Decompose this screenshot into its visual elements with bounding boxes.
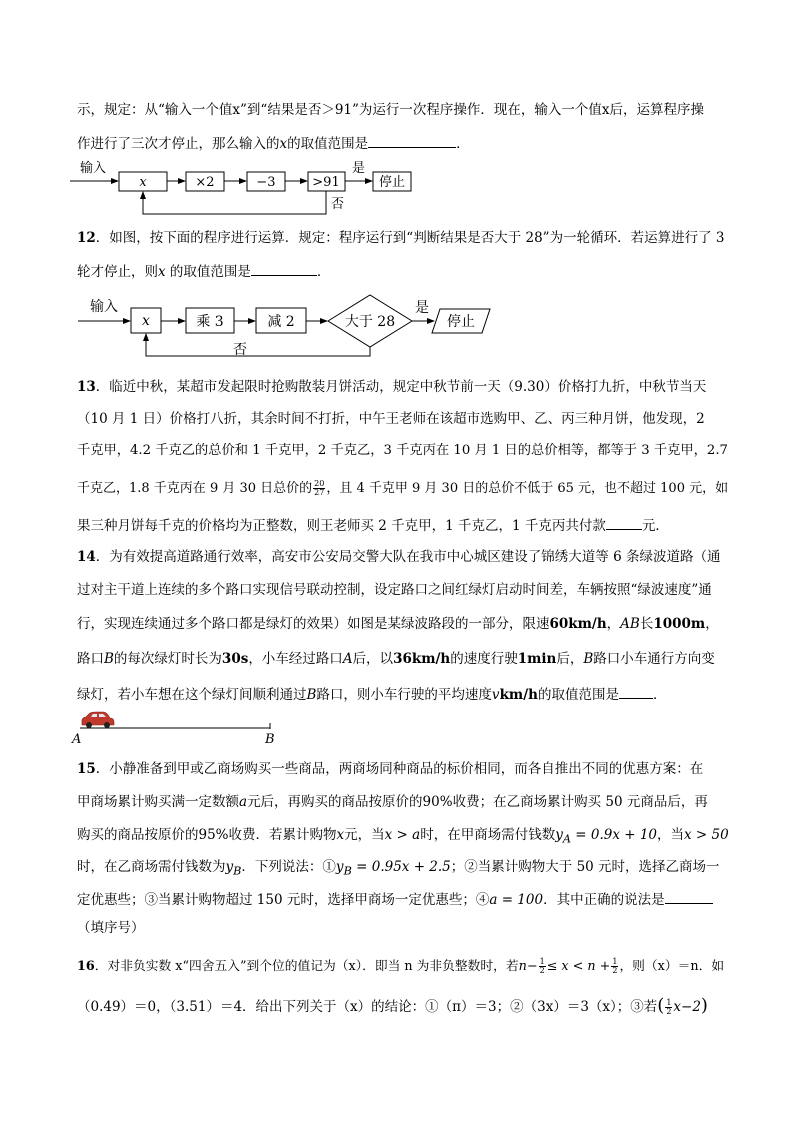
q11-var-x: x — [279, 136, 288, 152]
q15-line-6 — [77, 918, 724, 938]
q13-line-2 — [77, 409, 724, 429]
q14-text-3a: 行，实现连续通过多个路口都是绿灯的效果）如图是某绿波路段的一部分，限速 — [77, 616, 550, 632]
q14-text-4e: ，小车经过路口 — [248, 651, 343, 667]
q15-ya-formula: = 0.9x + 10 — [570, 827, 658, 843]
q14-unit: km/h — [499, 687, 538, 703]
q16-text-1a: ．对非负实数 x“四舍五入”到个位的值记为（x）．即当 n 为非负整数时，若 — [94, 959, 519, 974]
q14-speed: 36km/h — [393, 651, 451, 667]
q15-text-4h: ；②当累计购物大于 50 元时，选择乙商场一 — [450, 859, 720, 875]
car-icon — [82, 712, 114, 728]
q14-point-b-1: B — [104, 651, 114, 667]
q11-text-2a: 作进行了三次才停止，那么输入的 — [77, 136, 280, 152]
q14-text-1: ．为有效提高道路通行效率，高安市公安局交警大队在我市中心城区建设了锦绣大道等 6 条绿波道路（通 — [95, 549, 721, 565]
q14-time: 1min — [517, 651, 557, 667]
q13-line-5 — [77, 515, 724, 536]
q11-flow-no-label: 否 — [331, 197, 345, 212]
q16-expr: x−2 — [673, 999, 701, 1015]
q12-number: 12 — [77, 230, 96, 246]
q12-flow-no-label: 否 — [233, 342, 247, 358]
q16-n-minus: n− — [518, 959, 538, 974]
q11-answer-blank[interactable] — [368, 133, 456, 148]
q14-segment-ab: AB — [620, 616, 640, 632]
q14-text-2: 过对主干道上连续的多个路口实现信号联动控制，设定路口之间红绿灯启动时间差，车辆按照“绿波速度”通 — [77, 582, 712, 598]
q16-number: 16 — [77, 959, 95, 974]
q12-flow-input-label: 输入 — [90, 299, 118, 315]
q15-ya: y — [555, 827, 563, 843]
q13-line-3 — [77, 441, 728, 461]
q13-text-5a: 果三种月饼每千克的价格均为正整数，则王老师买 2 千克甲，1 千克乙，1 千克丙共付款 — [77, 518, 606, 534]
q16-half-2 — [611, 958, 618, 975]
q15-text-3i: ，当 — [657, 827, 685, 843]
q14-text-4m: 路口小车通行方向变 — [593, 651, 715, 667]
q12-line-2 — [77, 261, 724, 282]
q11-text-2c: 的取值范围是 — [287, 136, 369, 152]
q13-fraction — [313, 480, 325, 497]
q15-line-1 — [77, 759, 724, 779]
q16-text-2a: （0.49）＝0，（3.51）＝4．给出下列关于（x）的结论：①（π）＝3；②（3x）＝3（x）；③若 — [77, 999, 658, 1015]
q15-text-4a: 时，在乙商场需付钱数为 — [77, 859, 226, 875]
q16-ineq: ≤ x < n + — [546, 959, 611, 974]
q13-number: 13 — [77, 379, 96, 395]
q15-text-3e: 时，在甲商场需付钱数 — [420, 827, 556, 843]
q14-text-5g: ． — [652, 687, 667, 703]
q11-flow-yes-label: 是 — [352, 161, 366, 176]
q14-text-5f: 的取值范围是 — [537, 687, 619, 703]
q11-flow-box-x-label: x — [139, 175, 147, 190]
q15-text-2c: 元后，再购买的商品按原价的90%收费；在乙商场累计购买 50 元商品后，再 — [247, 794, 708, 810]
q13-text-3: 千克甲，4.2 千克乙的总价和 1 千克甲，2 千克乙，3 千克丙在 10 月 1 日的总价相等，都等于 3 千克甲，2.7 — [77, 443, 728, 458]
q13-text-1: ．临近中秋，某超市发起限时抢购散装月饼活动，规定中秋节前一天（9.30）价格打九折，中秋节当天 — [95, 379, 707, 395]
q13-text-4a: 千克乙，1.8 千克丙在 9 月 30 日总价的 — [77, 481, 313, 496]
q15-yb-sub: B — [233, 864, 242, 878]
q13-text-2: （10 月 1 日）价格打八折，其余时间不打折，中午王老师在该超市选购甲、乙、丙三种月饼，他发现，2 — [77, 411, 705, 427]
q11-line-2 — [77, 133, 724, 154]
q14-text-5a: 绿灯，若小车想在这个绿灯间顺利通过 — [77, 687, 307, 703]
q12-flow-box-times3-label: 乘 3 — [196, 314, 224, 330]
q12-text-1: ．如图，按下面的程序进行运算．规定：程序运行到“判断结果是否大于 28”为一轮循环．若运算进行了 3 — [95, 230, 725, 246]
q15-yb-formula: = 0.95x + 2.5 — [351, 859, 451, 875]
q12-text-2d: ． — [316, 264, 331, 280]
q12-flow-diamond-label: 大于 28 — [344, 314, 396, 330]
q16-text-1d: ，则（x）＝n．如 — [619, 959, 725, 974]
q14-var-v: v — [491, 687, 500, 703]
q14-text-4c: 的每次绿灯时长为 — [113, 651, 222, 667]
q16-paren-open: ( — [657, 995, 665, 1016]
q16-half-1 — [539, 958, 546, 975]
q14-text-4k: 后， — [556, 651, 584, 667]
q16-half-1-den: 2 — [539, 966, 545, 975]
q12-flow-box-stop-label: 停止 — [447, 314, 475, 330]
q16-half-3-den: 2 — [666, 1007, 672, 1016]
q12-flowchart — [78, 290, 498, 360]
q12-answer-blank[interactable] — [251, 261, 317, 276]
q13-line-4 — [77, 479, 729, 499]
q15-text-5c: ．其中正确的说法是 — [543, 892, 665, 908]
q14-diagram-label-a: A — [72, 732, 82, 747]
q15-text-2a: 甲商场累计购买满一定数额 — [77, 794, 239, 810]
q12-flow-box-x-label: x — [142, 313, 150, 329]
q14-text-5c: 路口，则小车行驶的平均速度 — [316, 687, 492, 703]
q11-flow-box-gt91-label: >91 — [312, 175, 340, 190]
q14-text-4a: 路口 — [77, 651, 104, 667]
q15-number: 15 — [77, 761, 96, 777]
q14-text-3g: ， — [705, 616, 719, 632]
q14-line-2 — [77, 580, 724, 600]
q14-text-3e: 长 — [639, 616, 654, 632]
q11-flowchart — [70, 158, 420, 220]
q11-text-1: 示，规定：从“输入一个值x”到“结果是否＞91”为运行一次程序操作．现在，输入一个值x后，运算程序操 — [77, 102, 705, 118]
q15-text-1: ．小静准备到甲或乙商场购买一些商品，两商场同种商品的标价相同，而各自推出不同的优惠方案：在 — [95, 761, 704, 777]
q15-text-3c: 元，当 — [344, 827, 385, 843]
q15-text-3a: 购买的商品按原价的95%收费．若累计购物 — [77, 827, 337, 843]
q15-cond-2: x > 50 — [684, 827, 729, 843]
q13-text-4b: ，且 4 千克甲 9 月 30 日的总价不低于 65 元，也不超过 100 元，如 — [326, 481, 729, 496]
q12-flow-box-minus2-label: 减 2 — [267, 314, 295, 330]
q14-answer-blank[interactable] — [619, 684, 653, 699]
q14-length: 1000m — [653, 616, 706, 632]
q12-text-2a: 轮才停止，则 — [77, 264, 158, 280]
q11-flow-box-stop-label: 停止 — [378, 175, 406, 190]
q16-line-1 — [77, 957, 724, 977]
q15-line-3 — [77, 825, 729, 850]
q12-text-2c: 的取值范围是 — [165, 264, 251, 280]
q15-yb-2: y — [335, 859, 344, 875]
q14-text-3c: ， — [606, 616, 621, 632]
q15-text-6: （填序号） — [77, 920, 145, 936]
q13-line-1 — [77, 377, 724, 397]
q14-text-4i: 的速度行驶 — [450, 651, 518, 667]
q13-text-5b: 元． — [641, 518, 669, 534]
q12-flow-yes-label: 是 — [415, 300, 429, 316]
q15-yb: y — [225, 859, 234, 875]
q14-speed-limit: 60km/h — [549, 616, 607, 632]
q11-line-1 — [77, 100, 724, 120]
q15-answer-blank[interactable] — [665, 889, 713, 904]
q16-half-1-num: 1 — [539, 957, 545, 966]
q15-yb-2-sub: B — [343, 864, 352, 878]
q14-point-a: A — [342, 651, 353, 667]
q14-green-duration: 30s — [221, 651, 249, 667]
q16-line-2 — [77, 996, 724, 1017]
q11-flow-box-minus3-label: −3 — [256, 175, 276, 190]
q15-cond-1: x > a — [384, 827, 421, 843]
q14-point-b-2: B — [583, 651, 594, 667]
q14-text-4g: 后，以 — [352, 651, 394, 667]
q15-line-4 — [77, 857, 724, 882]
q16-half-3 — [665, 999, 672, 1016]
q15-var-x: x — [336, 827, 345, 843]
q13-answer-blank[interactable] — [606, 515, 642, 530]
q16-half-2-den: 2 — [612, 966, 618, 975]
q14-number: 14 — [77, 549, 96, 565]
q14-line-4 — [77, 649, 724, 669]
q15-line-2 — [77, 792, 724, 812]
q14-point-b-3: B — [306, 687, 317, 703]
q13-fraction-num: 20 — [314, 479, 325, 488]
q15-line-5 — [77, 889, 724, 910]
q11-flow-input-label: 输入 — [80, 161, 107, 176]
q13-fraction-den: 27 — [314, 488, 325, 497]
q16-half-3-num: 1 — [666, 998, 672, 1007]
q16-paren-close: ) — [700, 995, 708, 1016]
q15-text-5a: 定优惠些；③当累计购物超过 150 元时，选择甲商场一定优惠些；④ — [77, 892, 490, 908]
q14-diagram-label-b: B — [265, 732, 275, 747]
q14-road-diagram — [70, 708, 290, 748]
q12-var-x: x — [158, 264, 166, 280]
q12-line-1 — [77, 228, 724, 248]
q11-text-2d: ． — [456, 136, 470, 152]
q16-half-2-num: 1 — [612, 957, 618, 966]
q14-line-5 — [77, 684, 724, 705]
q14-line-3 — [77, 614, 724, 634]
q15-ya-sub: A — [562, 832, 571, 846]
q15-text-4d: ．下列说法：① — [241, 859, 336, 875]
q15-var-a: a — [239, 794, 248, 810]
q15-a-value: a = 100 — [489, 892, 544, 908]
q14-line-1 — [77, 547, 724, 567]
q11-flow-box-times2-label: ×2 — [195, 175, 215, 190]
